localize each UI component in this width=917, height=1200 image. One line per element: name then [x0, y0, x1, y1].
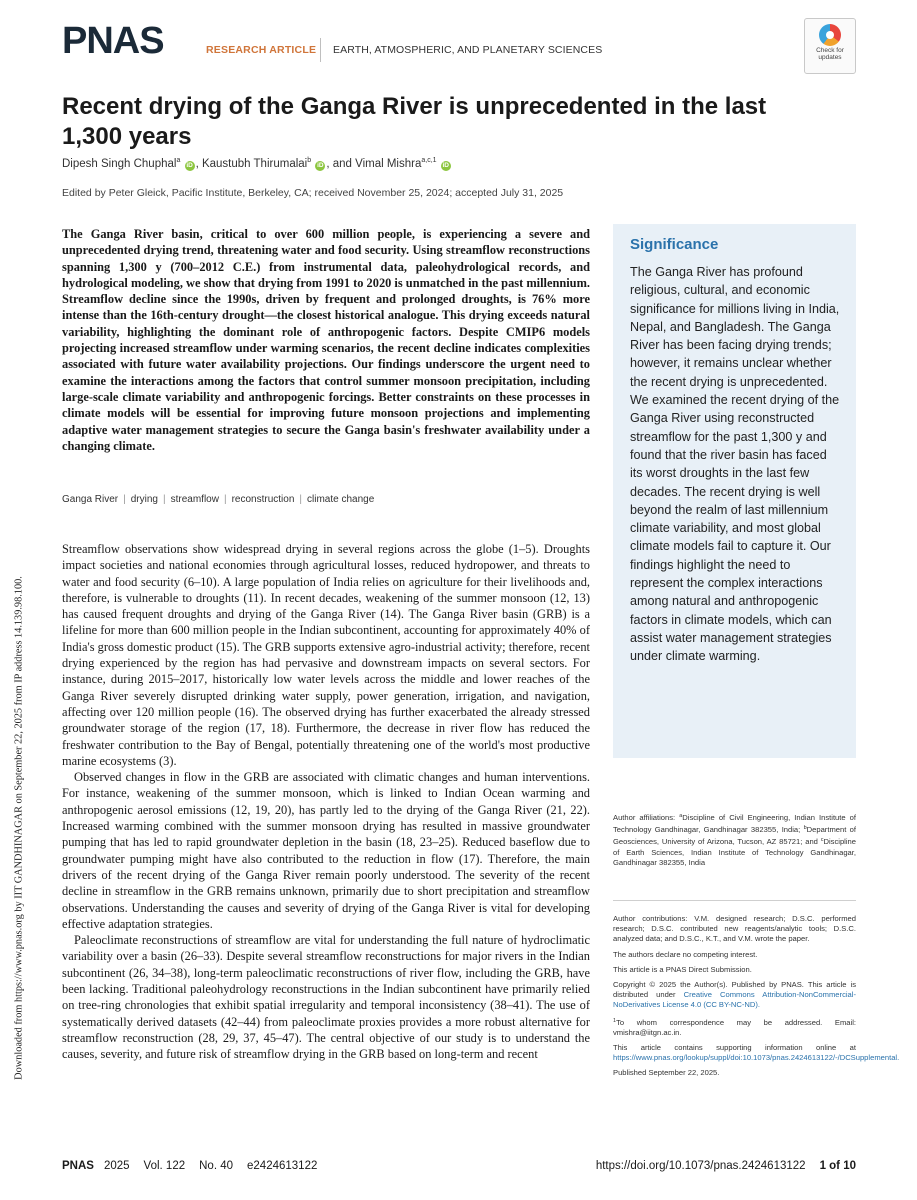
author-affiliations — [613, 811, 856, 873]
author-contributions: Author contributions: V.M. designed research; D.S.C. performed research; D.S.C. contributed new reagents/analytic tools; D.S.C. analyzed data; and D.S.C., K.T., and V.M. wrote the paper. — [613, 914, 856, 944]
correspondence-text: To whom correspondence may be addressed. Email: vmishra@iitgn.ac.in. — [613, 1017, 856, 1037]
significance-text: The Ganga River has profound religious, cultural, and economic significance for millions living in India, Nepal, and Bangladesh. The Ganga River has been facing drying trends; however, it remains unclear whether the recent drying is unprecedented. We examined the recent drying of the Ganga River using reconstructed streamflow for the past 1,300 y and found that the river basin has faced its worst droughts in the last few decades. The recent drying is well beyond the realm of last millennium climate variability, and most global climate models fail to capture it. Our findings highlight the need to represent the complex interactions among natural and anthropogenic factors in climate models, which can assist water management strategies under climate warming. — [630, 265, 840, 664]
keyword[interactable]: climate change — [307, 494, 375, 505]
supporting-info — [613, 1043, 900, 1063]
supporting-info-link[interactable]: https://www.pnas.org/lookup/suppl/doi:10.1073/pnas.2424613122/-/DCSupplemental. — [613, 1053, 900, 1063]
page-footer — [62, 1160, 856, 1176]
significance-heading: Significance — [630, 236, 719, 253]
notes-divider — [613, 900, 856, 901]
affiliation-a: Discipline of Civil Engineering, Indian Institute of Technology Gandhinagar, Gandhinagar 382355, India; — [613, 813, 856, 835]
keyword[interactable]: Ganga River — [62, 494, 119, 505]
keyword-separator: | — [123, 494, 126, 505]
footer-volume: Vol. 122 — [143, 1160, 186, 1172]
footer-number: No. 40 — [199, 1160, 234, 1172]
check-updates-label-1: Check for — [816, 47, 844, 54]
keywords — [62, 494, 374, 505]
competing-interest: The authors declare no competing interest. — [613, 949, 758, 959]
affiliation-mark: c — [820, 837, 824, 844]
affiliation-b: Department of Geosciences, University of Arizona, Tucson, AZ 85721; and — [613, 825, 856, 847]
correspondence-mark: 1 — [613, 1017, 617, 1024]
page-number: 1 of 10 — [819, 1160, 856, 1172]
article-title: Recent drying of the Ganga River is unprecedented in the last 1,300 years — [62, 93, 767, 150]
download-watermark-text: Downloaded from https://www.pnas.org by IIT GANDHINAGAR on September 22, 2025 from IP address 14.139.98.100. — [13, 575, 25, 1080]
published-date: Published September 22, 2025. — [613, 1068, 720, 1078]
doi-link[interactable]: https://doi.org/10.1073/pnas.2424613122 — [595, 1160, 806, 1172]
body-paragraph: Streamflow observations show widespread drying in several regions across the globe (1–5). Droughts impact societies and national economies through agricultural losses, reduced hydropower, and threats to water and food security (6–10). A large population of India relies on agriculture for their livelihoods and, therefore, is vulnerable to droughts (11). In recent decades, weakening of the summer monsoon (12, 13) has caused frequent droughts and drying of the Ganga River (14). The Ganga River basin (GRB) is a lifeline for more than 600 million people in the Indian subcontinent, accounting for approximately 40% of India's gross domestic product (15). The GRB supports extensive agro-industrial activity; therefore, recent drying experienced by the region has had pervasive and downstream impacts on several sectors. For instance, during 2015–2017, historically low water levels across the middle and lower reaches of the Ganga River severely disrupted drinking water supply, power generation, irrigation, and navigation, affecting over 120 million people (16). The observed drying has further exacerbated the already stressed groundwater storage of the region (17, 18). Furthermore, the decrease in river flow has reduced the freshwater contribution to the Bay of Bengal, potentially threatening one of the world's most productive marine ecosystems (3). — [62, 542, 590, 768]
editor-line: Edited by Peter Gleick, Pacific Institute, Berkeley, CA; received November 25, 2024; accepted July 31, 2025 — [62, 187, 564, 199]
orcid-icon[interactable]: iD — [442, 162, 449, 169]
author-name[interactable]: and Vimal Mishra — [332, 158, 422, 170]
direct-submission: This article is a PNAS Direct Submission. — [613, 964, 752, 974]
affiliations-label: Author affiliations: — [613, 813, 680, 822]
author-name[interactable]: Kaustubh Thirumalai — [201, 158, 308, 170]
check-updates-label-2: updates — [818, 54, 842, 61]
crossmark-icon — [819, 24, 841, 46]
journal-logo[interactable]: PNAS — [62, 20, 164, 62]
footer-journal: PNAS — [62, 1160, 94, 1172]
affiliation-c: Discipline of Earth Sciences, Indian Institute of Technology Gandhinagar, Gandhinagar 382355, India — [613, 837, 856, 867]
author-list: Dipesh Singh Chuphal$^a$ iD , Kaustubh Thirumalai$^b$ iD , and Vimal Mishra$^{a,c,1}$ iD — [62, 157, 449, 170]
article-notes — [613, 914, 900, 1084]
keyword[interactable]: streamflow — [170, 494, 219, 505]
check-for-updates-button[interactable] — [804, 18, 856, 74]
keyword-separator: | — [163, 494, 166, 505]
abstract: The Ganga River basin, critical to over 600 million people, is experiencing a severe and unprecedented drying trend, threatening water and food security. Using streamflow reconstructions spanning 1,300 y (700–2012 C.E.) from instrumental data, paleohydrological records, and hydrological modeling, we show that drying from 1991 to 2020 is unmatched in the past millennium. Streamflow decline since the 1990s, driven by frequent and prolonged droughts, is 76% more intense than the 16th-century drought—the closest historical analogue. This drying exceeds natural variability, highlighting the dominant role of anthropogenic factors. Despite CMIP6 models projecting increased streamflow under warming scenarios, the recent decline indicates complexities associated with future water availability projections. Our findings underscore the urgent need to examine the interactions among the factors that control summer monsoon precipitation, including large-scale climate variability and anthropogenic forcings. Better constraints on these processes in climate models will be essential for improving future monsoon projections and implementing adaptive water management strategies to secure the Ganga basin's freshwater availability under a changing climate. — [62, 227, 590, 453]
keyword-separator: | — [299, 494, 302, 505]
orcid-icon[interactable]: iD — [317, 162, 324, 169]
copyright-notice — [613, 980, 856, 1011]
header-divider — [320, 38, 321, 62]
body-paragraph: Paleoclimate reconstructions of streamflow are vital for understanding the full nature of hydroclimatic variability over a basin (26–33). Despite several streamflow reconstructions for major rivers in the Indian subcontinent (26, 34–38), long-term paleoclimatic reconstructions of river flow, including the GRB, have been lacking. Traditional paleohydrology reconstructions in the Indian subcontinent have primarily relied on tree-ring chronologies that exhibit spatial irregularity and temporal inconsistency (38–41). The use of systematically derived datasets (42–44) from paleoclimate proxies provides a more robust alternative for streamflow reconstruction (28, 29, 37, 45–47). The central objective of our study is to understand the causes, severity, and future risk of streamflow drying in the GRB based on long-term and recent — [62, 933, 590, 1062]
footer-citation — [62, 1160, 331, 1172]
affiliation-mark: b — [803, 825, 807, 832]
significance-box — [613, 224, 856, 758]
keyword-separator: | — [223, 494, 227, 505]
main-text — [62, 541, 590, 1063]
affiliation-mark: a — [679, 813, 683, 819]
supporting-info-text: This article contains supporting information online at — [613, 1043, 856, 1053]
correspondence-note — [613, 1016, 856, 1038]
body-paragraph: Observed changes in flow in the GRB are associated with climatic changes and human interventions. For instance, weakening of the summer monsoon, which is linked to Indian Ocean warming and anthropogenic aerosol emissions (12, 19, 20), has partly led to the drying of the Ganga River (21, 22). Increased warming combined with the summer monsoon drying has resulted in massive groundwater pumping that has led to rapid groundwater depletion in the basin (18, 23–25). Reduced baseflow due to groundwater pumping might have also contributed to the reduction in flow (17). Therefore, the main drivers of the recent drying of the Ganga River remain poorly understood. The severity of the recent decline in streamflow in the GRB remains unknown, primarily due to short precipitation and streamflow observations. Understanding the causes and severity of drying of the Ganga River is vital for developing effective adaptation strategies. — [62, 770, 590, 931]
affiliation-mark: a — [176, 157, 181, 164]
copyright-text: Copyright © 2025 the Author(s). Published by PNAS. This article is distributed under — [613, 980, 856, 1000]
footer-doi-block — [596, 1160, 856, 1172]
author-name[interactable]: Dipesh Singh Chuphal — [62, 158, 177, 170]
article-type: RESEARCH ARTICLE — [206, 44, 317, 56]
subject-area: EARTH, ATMOSPHERIC, AND PLANETARY SCIENCES — [333, 44, 603, 56]
download-watermark — [10, 520, 28, 1135]
affiliation-mark: b — [307, 157, 312, 164]
keyword[interactable]: reconstruction — [231, 494, 295, 505]
affiliation-mark: a,c,1 — [421, 157, 437, 164]
footer-article-id: e2424613122 — [247, 1160, 318, 1172]
orcid-icon[interactable]: iD — [186, 162, 193, 169]
keyword[interactable]: drying — [130, 494, 158, 505]
license-link[interactable]: Creative Commons Attribution-NonCommercial-NoDerivatives License 4.0 (CC BY-NC-ND). — [613, 990, 856, 1010]
footer-year: 2025 — [103, 1160, 130, 1172]
